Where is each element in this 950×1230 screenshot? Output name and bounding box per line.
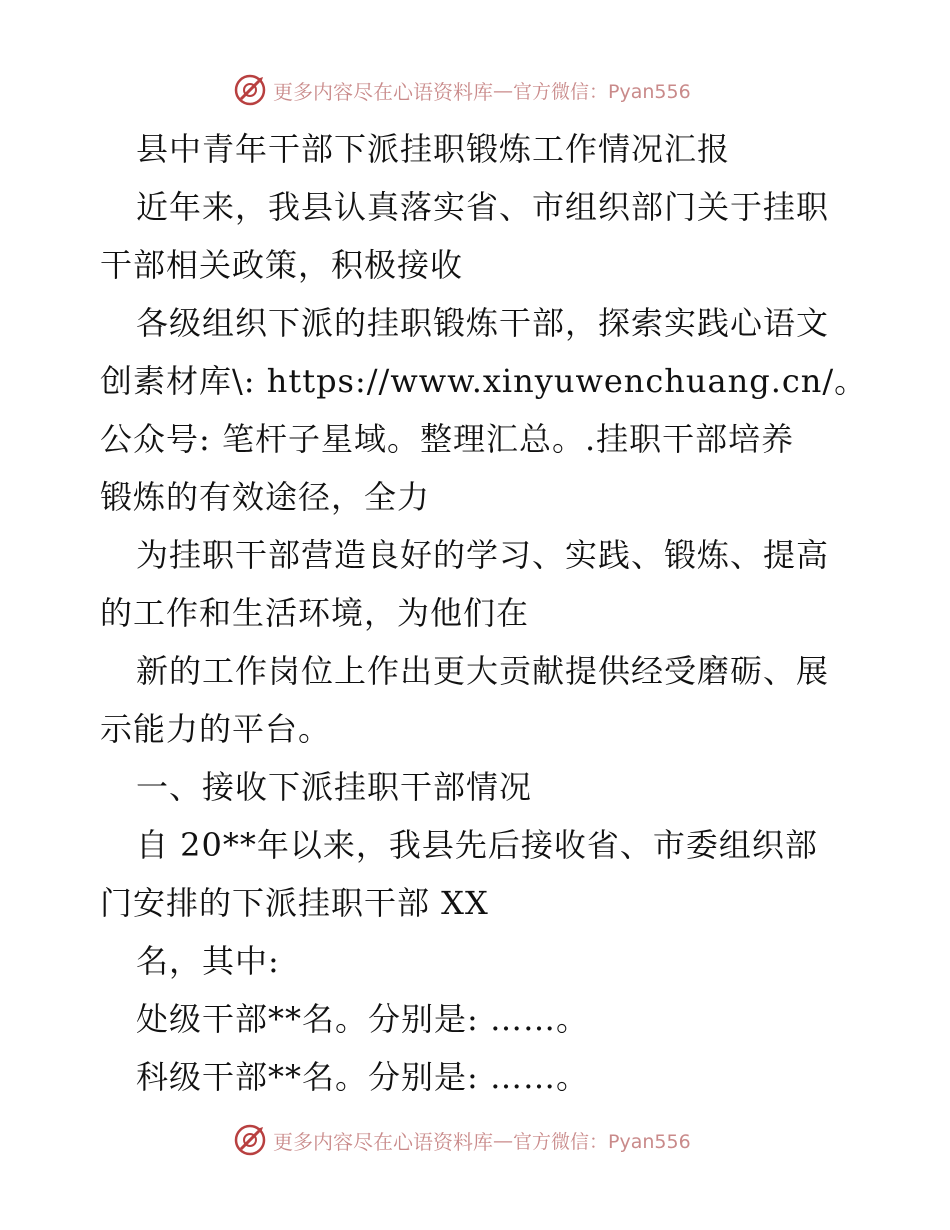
paragraph-line: 自 20**年以来，我县先后接收省、市委组织部	[136, 826, 818, 864]
banner-title: 更多内容尽在心语资料库	[273, 79, 493, 104]
paragraph-line: 近年来，我县认真落实省、市组织部门关于挂职	[136, 188, 830, 226]
paragraph-line: 科级干部**名。分别是: ……。	[136, 1058, 589, 1096]
section-heading: 一、接收下派挂职干部情况	[136, 768, 533, 806]
paragraph-line: 的工作和生活环境，为他们在	[100, 594, 530, 632]
paragraph-line: 新的工作岗位上作出更大贡献提供经受磨砺、展	[136, 652, 830, 690]
brand-logo-icon	[233, 1123, 267, 1157]
paragraph-line: 为挂职干部营造良好的学习、实践、锻炼、提高	[136, 536, 830, 574]
footer-watermark-banner	[233, 1122, 691, 1158]
banner-separator: —	[493, 1128, 513, 1152]
paragraph-line: 创素材库\: https://www.xinyuwenchuang.cn/。	[100, 362, 868, 400]
paragraph-line: 公众号: 笔杆子星域。整理汇总。.挂职干部培养	[100, 420, 795, 458]
banner-contact: 官方微信：Pyan556	[513, 80, 691, 103]
brand-logo-icon	[233, 73, 267, 107]
paragraph-line: 干部相关政策，积极接收	[100, 246, 464, 284]
document-body	[100, 120, 870, 1106]
paragraph-line: 锻炼的有效途径，全力	[100, 478, 431, 516]
paragraph-line: 处级干部**名。分别是: ……。	[136, 1000, 589, 1038]
banner-separator: —	[493, 78, 513, 102]
banner-contact: 官方微信：Pyan556	[513, 1130, 691, 1153]
banner-title: 更多内容尽在心语资料库	[273, 1129, 493, 1154]
header-watermark-banner	[233, 72, 691, 108]
paragraph-line: 示能力的平台。	[100, 710, 332, 748]
document-title: 县中青年干部下派挂职锻炼工作情况汇报	[136, 130, 731, 168]
paragraph-line: 门安排的下派挂职干部 XX	[100, 884, 489, 922]
paragraph-line: 名，其中:	[136, 942, 280, 980]
paragraph-line: 各级组织下派的挂职锻炼干部，探索实践心语文	[136, 304, 830, 342]
